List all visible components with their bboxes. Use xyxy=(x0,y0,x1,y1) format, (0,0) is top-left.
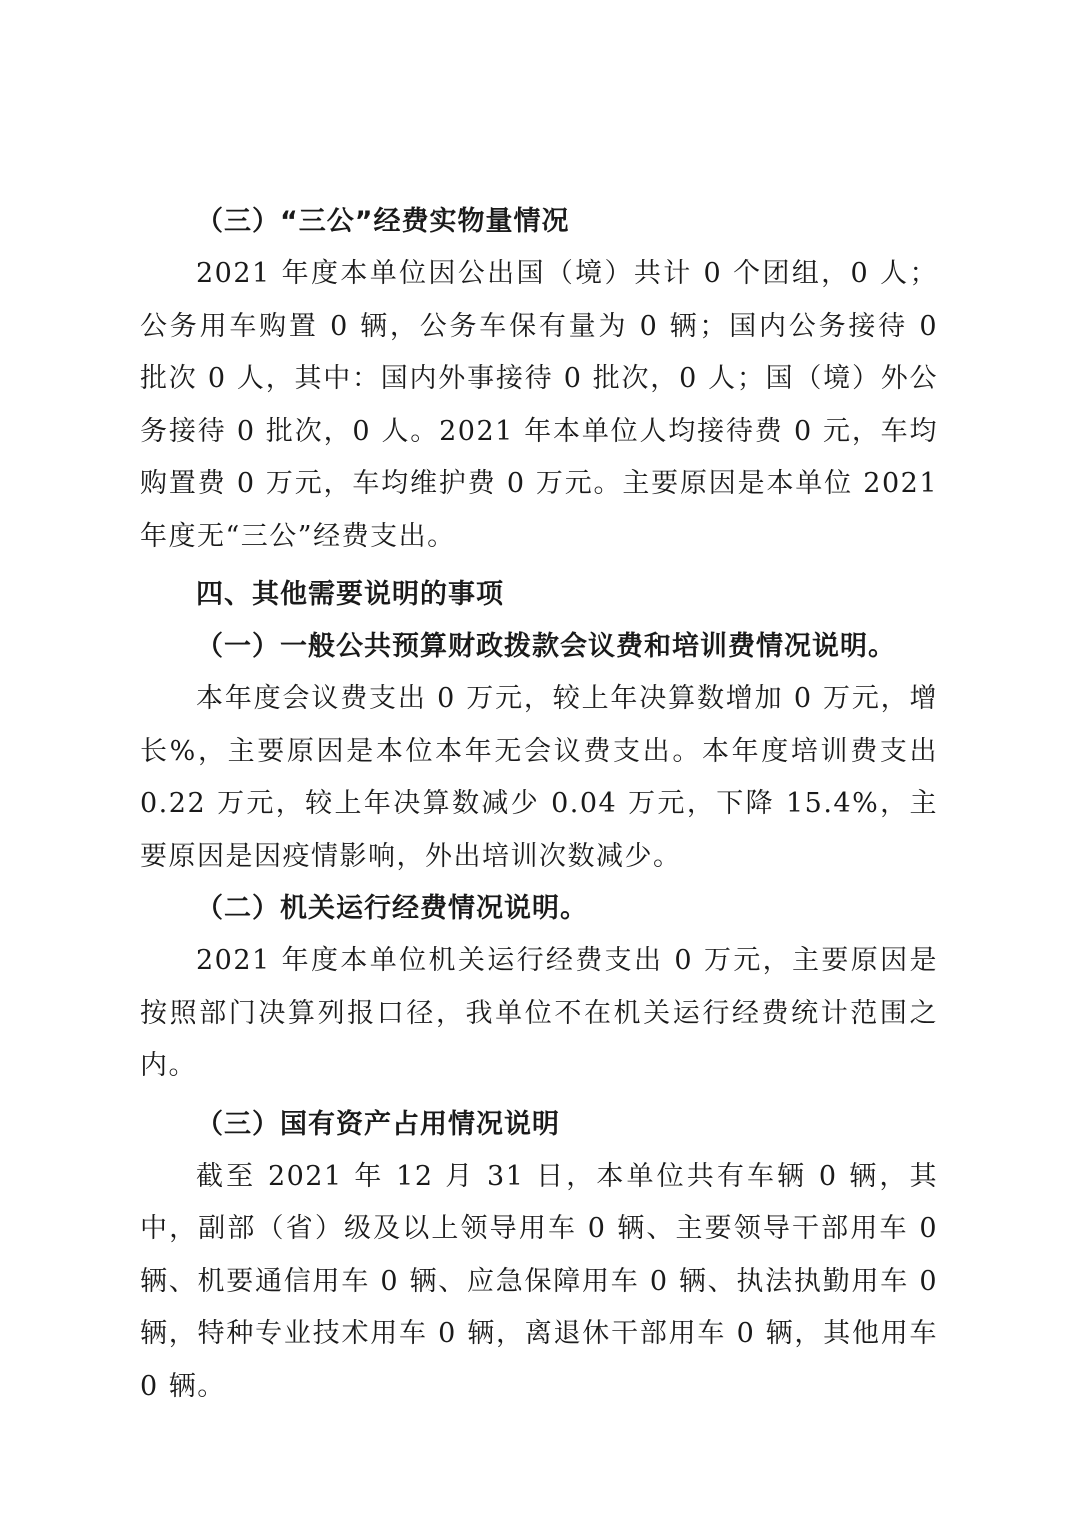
paragraph-sangong-quantity: 2021 年度本单位因公出国（境）共计 0 个团组，0 人；公务用车购置 0 辆，公务车保有量为 0 辆；国内公务接待 0 批次 0 人，其中：国内外事接待 0 批次，0 人；国（境）外公务接待 0 批次，0 人。2021 年本单位人均接待费 0 元，车均购置费 0 万元，车均维护费 0 万元。主要原因是本单位 2021 年度无“三公”经费支出。 xyxy=(140,258,938,552)
section-heading-state-assets: （三）国有资产占用情况说明 xyxy=(196,1108,560,1140)
section-heading-other-matters: 四、其他需要说明的事项 xyxy=(196,579,504,610)
section-heading-sangong-quantity: （三）“三公”经费实物量情况 xyxy=(196,206,570,237)
paragraph-meeting-training: 本年度会议费支出 0 万元，较上年决算数增加 0 万元，增长%，主要原因是本位本年无会议费支出。本年度培训费支出 0.22 万元，较上年决算数减少 0.04 万元，下降 15.4%，主要原因是因疫情影响，外出培训次数减少。 xyxy=(140,683,938,872)
document-page xyxy=(140,196,938,1413)
section-heading-meeting-training: （一）一般公共预算财政拨款会议费和培训费情况说明。 xyxy=(196,631,896,662)
section-heading-operating-expenses: （二）机关运行经费情况说明。 xyxy=(196,893,588,924)
paragraph-operating-expenses: 2021 年度本单位机关运行经费支出 0 万元，主要原因是按照部门决算列报口径，我单位不在机关运行经费统计范围之内。 xyxy=(140,945,938,1081)
paragraph-state-assets: 截至 2021 年 12 月 31 日，本单位共有车辆 0 辆，其中，副部（省）级及以上领导用车 0 辆、主要领导干部用车 0 辆、机要通信用车 0 辆、应急保障用车 0 辆、执法执勤用车 0 辆，特种专业技术用车 0 辆，离退休干部用车 0 辆，其他用车 0 辆。 xyxy=(140,1160,938,1402)
